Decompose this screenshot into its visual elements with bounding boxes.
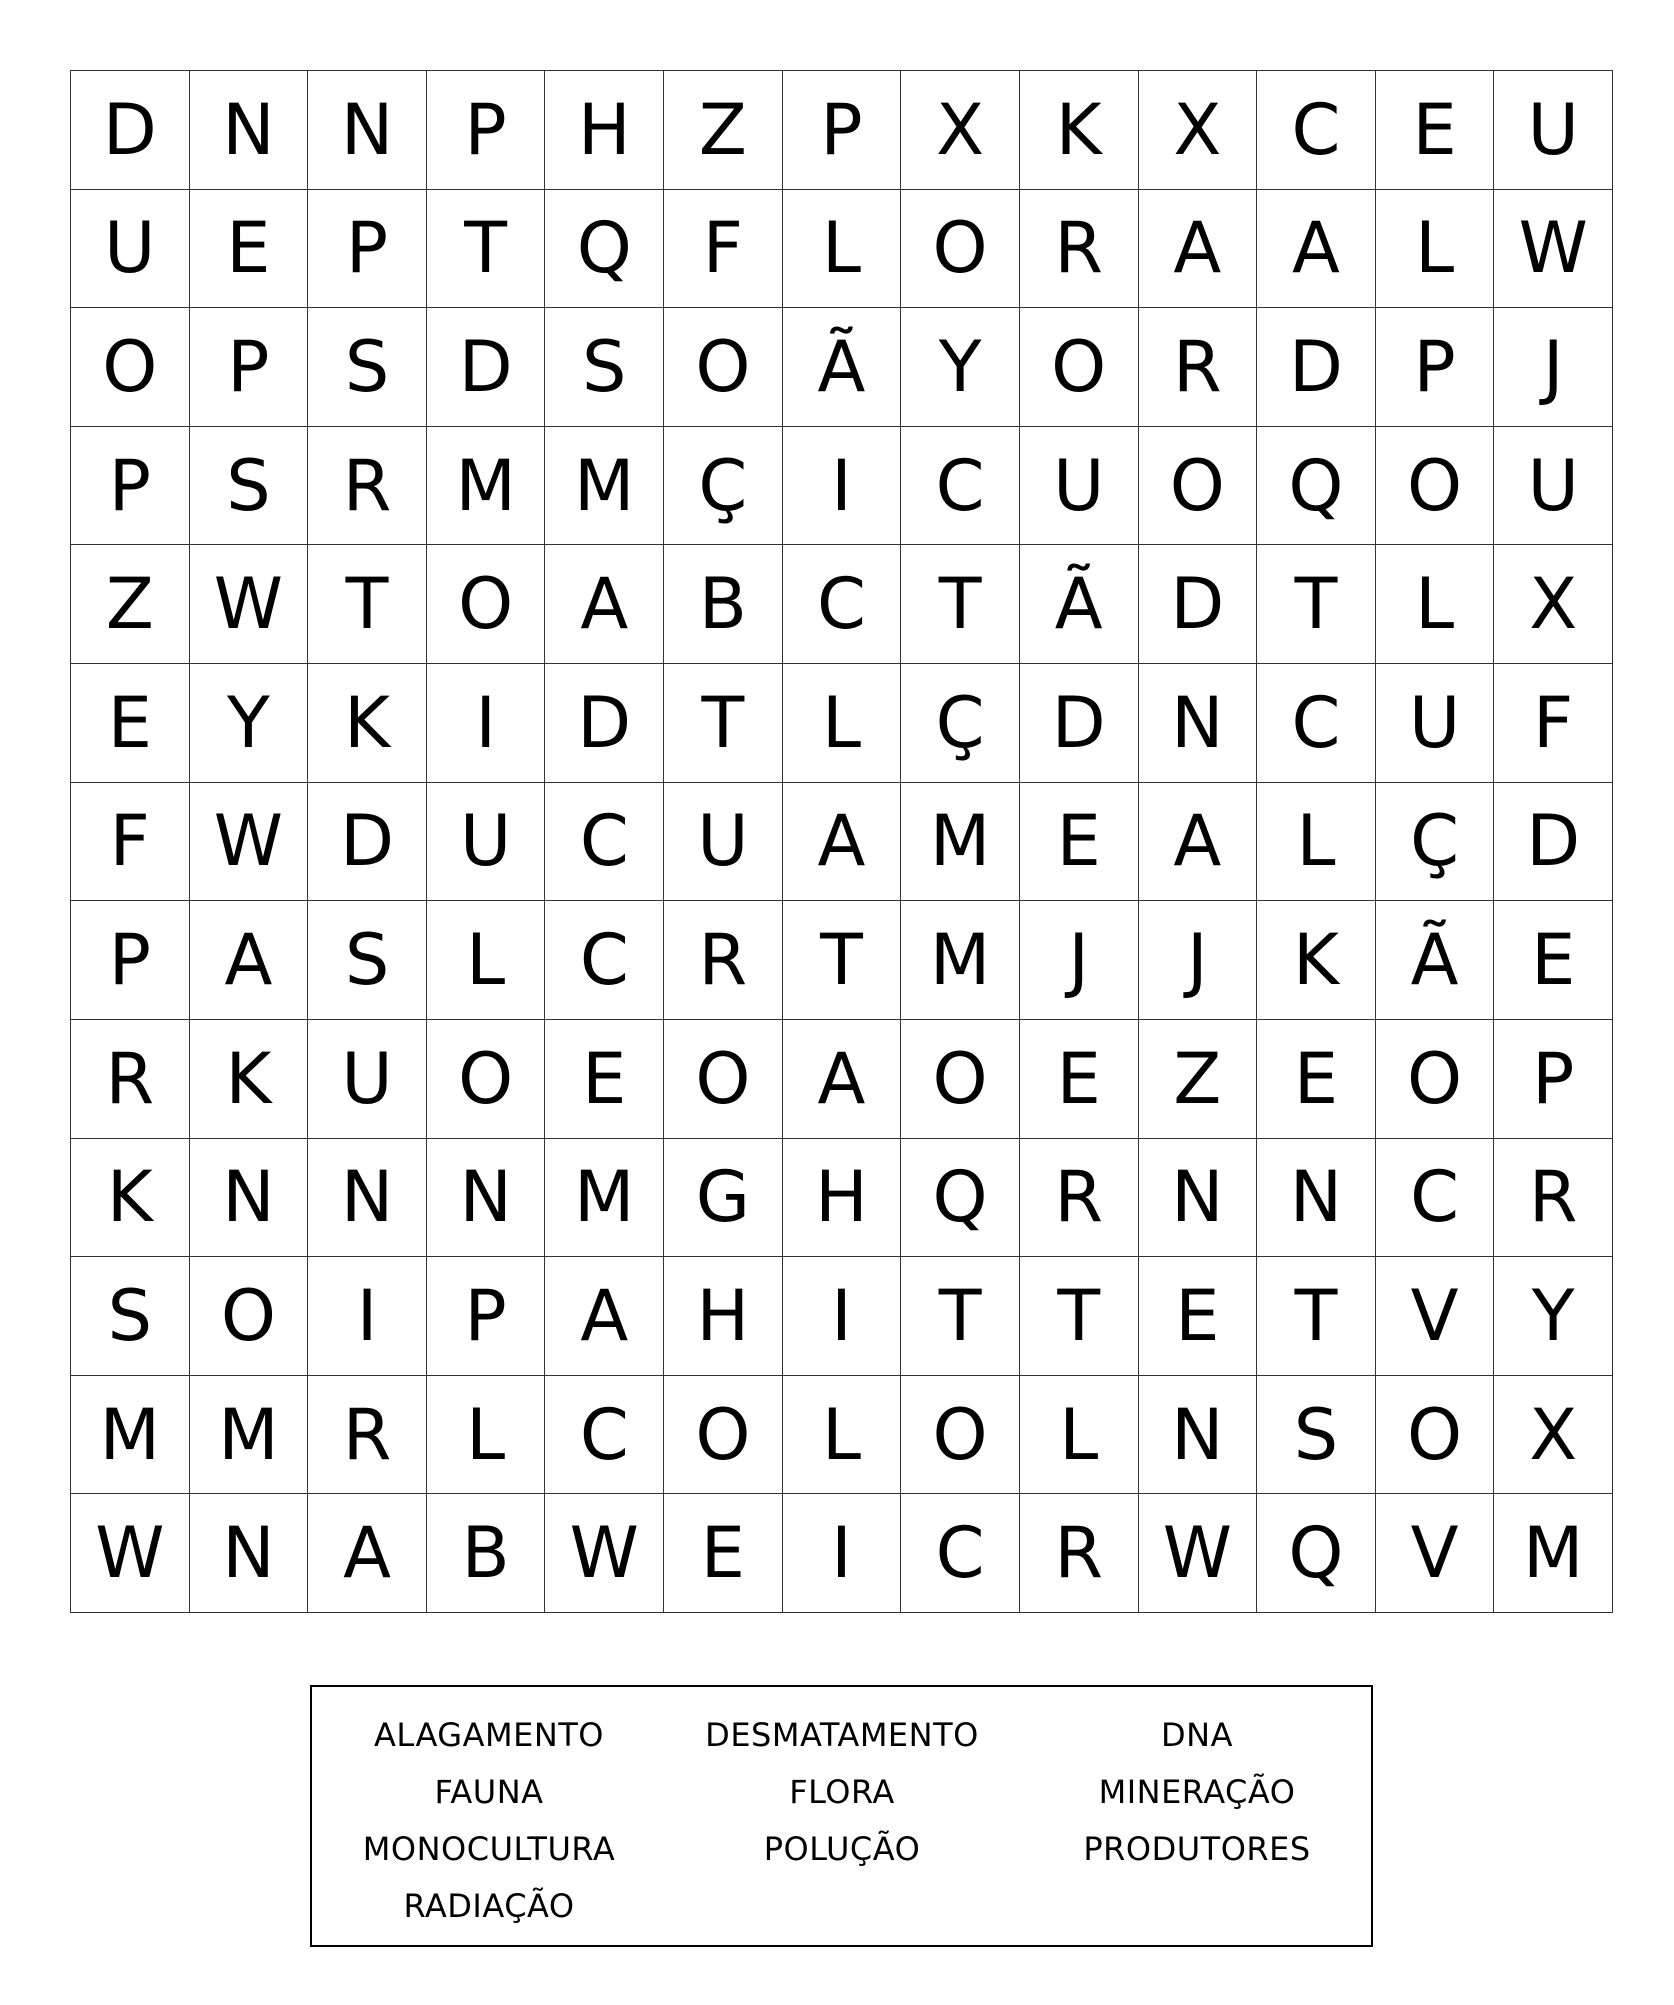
grid-cell[interactable]: M (901, 783, 1020, 902)
grid-cell[interactable]: D (1139, 545, 1258, 664)
grid-cell[interactable]: J (1494, 308, 1613, 427)
grid-cell[interactable]: T (783, 901, 902, 1020)
grid-cell[interactable]: R (1020, 190, 1139, 309)
grid-cell[interactable]: O (1139, 427, 1258, 546)
grid-cell[interactable]: U (308, 1020, 427, 1139)
grid-cell[interactable]: H (783, 1139, 902, 1258)
grid-cell[interactable]: C (1376, 1139, 1495, 1258)
grid-cell[interactable]: M (427, 427, 546, 546)
grid-cell[interactable]: R (1020, 1139, 1139, 1258)
grid-cell[interactable]: O (1376, 1020, 1495, 1139)
grid-cell[interactable]: Q (1257, 427, 1376, 546)
grid-cell[interactable]: I (783, 427, 902, 546)
word-item: RADIAÇÃO (403, 1887, 575, 1925)
grid-cell[interactable]: N (190, 1139, 309, 1258)
grid-cell[interactable]: G (664, 1139, 783, 1258)
grid-cell[interactable]: M (190, 1376, 309, 1495)
word-item: PRODUTORES (1083, 1830, 1311, 1868)
word-item: POLUÇÃO (763, 1830, 921, 1868)
grid-cell[interactable]: D (71, 71, 190, 190)
grid-cell[interactable]: O (71, 308, 190, 427)
grid-cell[interactable]: U (664, 783, 783, 902)
grid-cell[interactable]: L (783, 1376, 902, 1495)
grid-cell[interactable]: O (901, 1020, 1020, 1139)
grid-cell[interactable]: Ã (1376, 901, 1495, 1020)
grid-cell[interactable]: A (1139, 783, 1258, 902)
grid-cell[interactable]: R (1020, 1494, 1139, 1613)
grid-cell[interactable]: C (1257, 664, 1376, 783)
grid-cell[interactable]: D (1020, 664, 1139, 783)
grid-cell[interactable]: N (1139, 1139, 1258, 1258)
grid-cell[interactable]: E (664, 1494, 783, 1613)
grid-cell[interactable]: P (190, 308, 309, 427)
grid-cell[interactable]: W (71, 1494, 190, 1613)
grid-cell[interactable]: D (1257, 308, 1376, 427)
grid-cell[interactable]: P (71, 427, 190, 546)
grid-cell[interactable]: T (1020, 1257, 1139, 1376)
grid-cell[interactable]: F (1494, 664, 1613, 783)
grid-cell[interactable]: R (308, 427, 427, 546)
grid-cell[interactable]: R (1494, 1139, 1613, 1258)
grid-cell[interactable]: M (545, 1139, 664, 1258)
grid-cell[interactable]: I (783, 1257, 902, 1376)
grid-cell[interactable]: Ç (1376, 783, 1495, 902)
grid-cell[interactable]: D (545, 664, 664, 783)
grid-cell[interactable]: X (1139, 71, 1258, 190)
grid-cell[interactable]: B (427, 1494, 546, 1613)
grid-cell[interactable]: U (1494, 71, 1613, 190)
grid-cell[interactable]: R (1139, 308, 1258, 427)
grid-cell[interactable]: Z (664, 71, 783, 190)
grid-cell[interactable]: D (308, 783, 427, 902)
grid-cell[interactable]: E (1376, 71, 1495, 190)
grid-cell[interactable]: H (545, 71, 664, 190)
grid-cell[interactable]: X (1494, 545, 1613, 664)
grid-cell[interactable]: T (901, 1257, 1020, 1376)
word-list-box (310, 1685, 1373, 1947)
grid-cell[interactable]: N (308, 1139, 427, 1258)
grid-cell[interactable]: C (783, 545, 902, 664)
word-item: MONOCULTURA (362, 1830, 616, 1868)
grid-cell[interactable]: F (71, 783, 190, 902)
grid-cell[interactable]: E (1139, 1257, 1258, 1376)
grid-cell[interactable]: C (901, 1494, 1020, 1613)
grid-cell[interactable]: A (308, 1494, 427, 1613)
grid-cell[interactable]: I (308, 1257, 427, 1376)
grid-cell[interactable]: Q (901, 1139, 1020, 1258)
grid-cell[interactable]: W (190, 783, 309, 902)
word-list-column-1 (324, 1707, 654, 1935)
grid-cell[interactable]: T (1257, 1257, 1376, 1376)
grid-cell[interactable]: N (308, 71, 427, 190)
grid-cell[interactable]: O (1376, 427, 1495, 546)
grid-cell[interactable]: U (1020, 427, 1139, 546)
grid-cell[interactable]: O (427, 545, 546, 664)
grid-cell[interactable]: N (190, 1494, 309, 1613)
grid-cell[interactable]: K (1020, 71, 1139, 190)
grid-cell[interactable]: N (190, 71, 309, 190)
grid-cell[interactable]: O (901, 1376, 1020, 1495)
grid-cell[interactable]: T (1257, 545, 1376, 664)
grid-cell[interactable]: B (664, 545, 783, 664)
grid-cell[interactable]: Ã (1020, 545, 1139, 664)
grid-cell[interactable]: O (664, 1020, 783, 1139)
grid-cell[interactable]: Ã (783, 308, 902, 427)
grid-cell[interactable]: L (1257, 783, 1376, 902)
grid-cell[interactable]: U (1376, 664, 1495, 783)
grid-cell[interactable]: L (1376, 190, 1495, 309)
grid-cell[interactable]: P (783, 71, 902, 190)
grid-cell[interactable]: S (71, 1257, 190, 1376)
grid-cell[interactable]: L (783, 664, 902, 783)
grid-cell[interactable]: W (190, 545, 309, 664)
grid-cell[interactable]: Y (190, 664, 309, 783)
grid-cell[interactable]: N (1139, 1376, 1258, 1495)
grid-cell[interactable]: D (427, 308, 546, 427)
grid-cell[interactable]: A (190, 901, 309, 1020)
grid-cell[interactable]: R (71, 1020, 190, 1139)
grid-cell[interactable]: A (783, 783, 902, 902)
grid-cell[interactable]: Y (1494, 1257, 1613, 1376)
grid-cell[interactable]: C (545, 1376, 664, 1495)
grid-cell[interactable]: X (901, 71, 1020, 190)
grid-cell[interactable]: E (1020, 1020, 1139, 1139)
grid-cell[interactable]: C (901, 427, 1020, 546)
grid-cell[interactable]: L (783, 190, 902, 309)
grid-cell[interactable]: N (1257, 1139, 1376, 1258)
grid-cell[interactable]: O (664, 1376, 783, 1495)
word-item: ALAGAMENTO (374, 1716, 604, 1754)
grid-cell[interactable]: O (901, 190, 1020, 309)
grid-cell[interactable]: A (1139, 190, 1258, 309)
grid-cell[interactable]: F (664, 190, 783, 309)
grid-cell[interactable]: K (1257, 901, 1376, 1020)
grid-cell[interactable]: C (545, 901, 664, 1020)
grid-cell[interactable]: P (71, 901, 190, 1020)
grid-cell[interactable]: S (308, 308, 427, 427)
word-list-column-3 (1032, 1707, 1362, 1878)
word-list-column-2 (677, 1707, 1007, 1878)
grid-cell[interactable]: K (71, 1139, 190, 1258)
grid-cell[interactable]: M (1494, 1494, 1613, 1613)
grid-cell[interactable]: M (71, 1376, 190, 1495)
grid-cell[interactable]: A (545, 1257, 664, 1376)
grid-cell[interactable]: Y (901, 308, 1020, 427)
grid-cell[interactable]: O (190, 1257, 309, 1376)
grid-cell[interactable]: C (545, 783, 664, 902)
grid-cell[interactable]: E (71, 664, 190, 783)
grid-cell[interactable]: I (783, 1494, 902, 1613)
grid-cell[interactable]: W (1139, 1494, 1258, 1613)
grid-cell[interactable]: O (664, 308, 783, 427)
grid-cell[interactable]: E (190, 190, 309, 309)
word-item: FLORA (789, 1773, 895, 1811)
grid-cell[interactable]: O (1376, 1376, 1495, 1495)
grid-cell[interactable]: L (1376, 545, 1495, 664)
grid-cell[interactable]: S (1257, 1376, 1376, 1495)
grid-cell[interactable]: U (71, 190, 190, 309)
grid-cell[interactable]: P (1376, 308, 1495, 427)
grid-cell[interactable]: S (308, 901, 427, 1020)
grid-cell[interactable]: L (1020, 1376, 1139, 1495)
grid-cell[interactable]: P (308, 190, 427, 309)
grid-cell[interactable]: V (1376, 1257, 1495, 1376)
grid-cell[interactable]: A (545, 545, 664, 664)
grid-cell[interactable]: U (427, 783, 546, 902)
grid-cell[interactable]: W (545, 1494, 664, 1613)
grid-cell[interactable]: R (664, 901, 783, 1020)
grid-cell[interactable]: L (427, 901, 546, 1020)
grid-cell[interactable]: W (1494, 190, 1613, 309)
grid-cell[interactable]: Q (545, 190, 664, 309)
word-item: MINERAÇÃO (1098, 1773, 1296, 1811)
grid-cell[interactable]: Z (71, 545, 190, 664)
grid-cell[interactable]: O (427, 1020, 546, 1139)
grid-cell[interactable]: O (1020, 308, 1139, 427)
grid-cell[interactable]: U (1494, 427, 1613, 546)
grid-cell[interactable]: E (1494, 901, 1613, 1020)
grid-cell[interactable]: A (783, 1020, 902, 1139)
grid-cell[interactable]: P (427, 71, 546, 190)
grid-cell[interactable]: M (545, 427, 664, 546)
grid-cell[interactable]: P (1494, 1020, 1613, 1139)
grid-cell[interactable]: N (1139, 664, 1258, 783)
grid-cell[interactable]: E (1257, 1020, 1376, 1139)
grid-cell[interactable]: V (1376, 1494, 1495, 1613)
grid-cell[interactable]: K (308, 664, 427, 783)
grid-cell[interactable]: M (901, 901, 1020, 1020)
grid-cell[interactable]: R (308, 1376, 427, 1495)
grid-cell[interactable]: Ç (664, 427, 783, 546)
grid-cell[interactable]: Ç (901, 664, 1020, 783)
grid-cell[interactable]: H (664, 1257, 783, 1376)
grid-cell[interactable]: T (664, 664, 783, 783)
grid-cell[interactable]: D (1494, 783, 1613, 902)
grid-cell[interactable]: X (1494, 1376, 1613, 1495)
grid-cell[interactable]: T (308, 545, 427, 664)
grid-cell[interactable]: L (427, 1376, 546, 1495)
grid-cell[interactable]: E (545, 1020, 664, 1139)
grid-cell[interactable]: K (190, 1020, 309, 1139)
grid-cell[interactable]: Z (1139, 1020, 1258, 1139)
word-item: DESMATAMENTO (705, 1716, 979, 1754)
grid-cell[interactable]: T (427, 190, 546, 309)
word-item: DNA (1161, 1716, 1233, 1754)
word-search-grid (70, 70, 1613, 1613)
grid-cell[interactable]: J (1139, 901, 1258, 1020)
grid-cell[interactable]: Q (1257, 1494, 1376, 1613)
grid-cell[interactable]: S (545, 308, 664, 427)
grid-cell[interactable]: J (1020, 901, 1139, 1020)
grid-cell[interactable]: E (1020, 783, 1139, 902)
grid-cell[interactable]: P (427, 1257, 546, 1376)
grid-cell[interactable]: A (1257, 190, 1376, 309)
grid-cell[interactable]: C (1257, 71, 1376, 190)
grid-cell[interactable]: S (190, 427, 309, 546)
grid-cell[interactable]: T (901, 545, 1020, 664)
word-item: FAUNA (434, 1773, 544, 1811)
grid-cell[interactable]: I (427, 664, 546, 783)
grid-cell[interactable]: N (427, 1139, 546, 1258)
